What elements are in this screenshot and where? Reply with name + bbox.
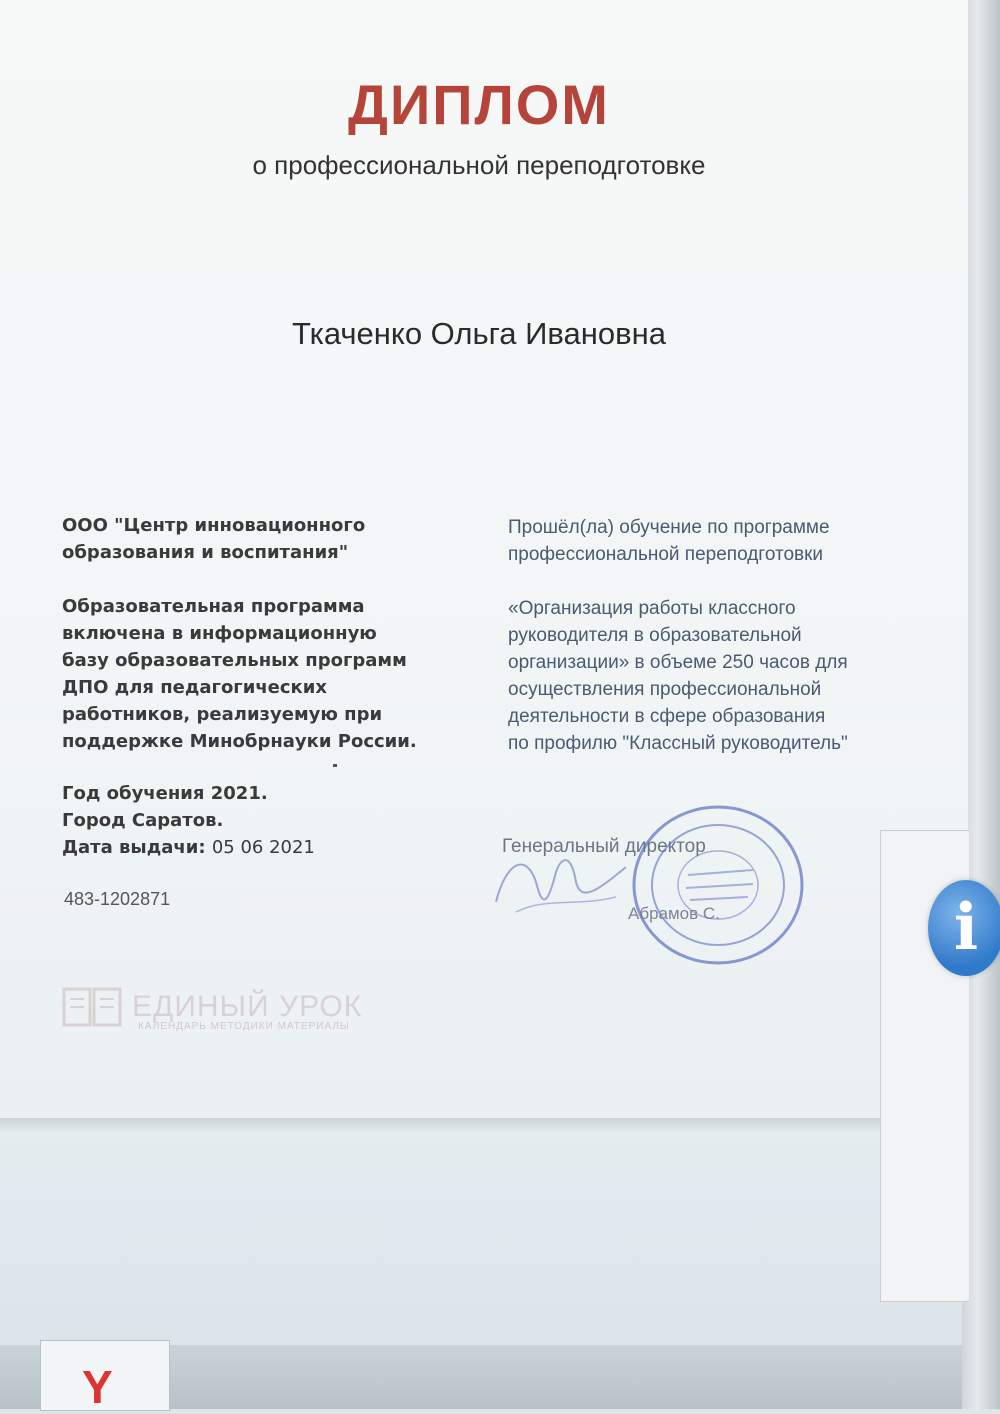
program-line: включена в информационную — [62, 623, 377, 644]
program-line: Образовательная программа — [62, 596, 365, 617]
org-line: ООО "Центр инновационного — [62, 515, 366, 536]
signature — [486, 842, 636, 922]
training-statement — [508, 514, 928, 568]
course-line: руководителя в образовательной — [508, 625, 802, 646]
program-line: поддержке Минобрнауки России. — [62, 731, 417, 752]
recipient-name: Ткаченко Ольга Ивановна — [292, 316, 666, 351]
issue-details — [62, 780, 422, 861]
stamp — [628, 800, 808, 975]
diploma-number: 483-1202871 — [64, 889, 171, 909]
program-statement — [62, 593, 482, 755]
course-line: по профилю "Классный руководитель" — [508, 733, 848, 754]
diploma-title: ДИПЛОМ — [348, 73, 610, 136]
logo-name: ЕДИНЫЙ УРОК — [132, 990, 363, 1023]
org-line: образования и воспитания" — [62, 542, 349, 563]
program-line: ДПО для педагогических — [62, 677, 327, 698]
organization-name — [62, 512, 462, 566]
program-line: базу образовательных программ — [62, 650, 407, 671]
course-line: деятельности в сфере образования — [508, 706, 826, 727]
issue-date: 05 06 2021 — [211, 837, 315, 858]
trained-line: Прошёл(ла) обучение по программе — [508, 517, 830, 538]
yandex-browser-icon[interactable]: Y — [82, 1361, 113, 1413]
issue-city: Город Саратов. — [62, 810, 224, 831]
director-title: Генеральный директор — [502, 836, 706, 857]
course-line: организации» в объеме 250 часов для — [508, 652, 848, 673]
study-year: Год обучения 2021. — [62, 783, 268, 804]
course-description — [508, 595, 938, 757]
diploma-subtitle: о профессиональной переподготовке — [252, 150, 706, 180]
trained-line: профессиональной переподготовки — [508, 544, 824, 565]
issue-date-row — [62, 834, 422, 861]
dust-speck — [333, 764, 337, 767]
stamp-seal-icon — [628, 800, 808, 970]
course-line: осуществления профессиональной — [508, 679, 822, 700]
logo-tagline: КАЛЕНДАРЬ МЕТОДИКИ МАТЕРИАЛЫ — [138, 1021, 350, 1032]
info-icon[interactable]: i — [928, 880, 1000, 976]
issue-date-label: Дата выдачи: — [62, 837, 206, 858]
book-logo-icon — [62, 985, 122, 1029]
director-name: Абрамов С. — [628, 904, 720, 923]
document-bottom-edge — [0, 1118, 968, 1132]
program-line: работников, реализуемую при — [62, 704, 383, 725]
course-line: «Организация работы классного — [508, 598, 796, 619]
